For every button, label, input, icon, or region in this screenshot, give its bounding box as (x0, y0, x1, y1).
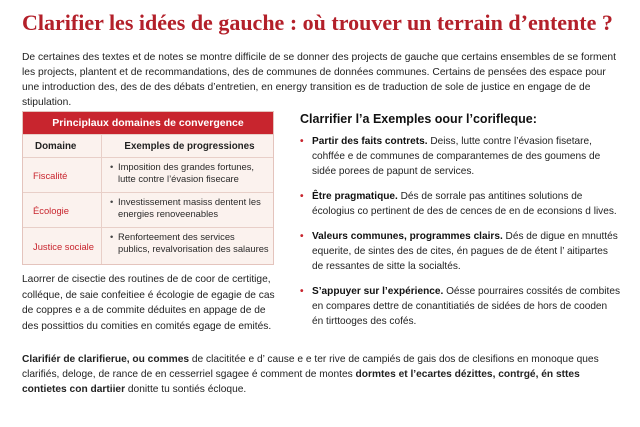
conclusion-bold-end: dormtes et l’ecartes dézittes, contrgé, én sttes contietes con dartiier (22, 369, 580, 395)
list-item-heading: Partir des faits contrets. (312, 136, 428, 147)
bullet-icon: • (110, 231, 114, 242)
table-row (23, 157, 273, 192)
bullet-icon: • (110, 161, 114, 172)
middle-paragraph: Laorrer de cisectie des routines de de coor de certitige, colléque, de saie confeitiee é écologie de egagie de cas de coppres e a de commite déduites en appage de de des possittios du comities en comités egage de emités. (22, 274, 275, 332)
table-row (23, 227, 273, 264)
list-item-text: Dés de sorrale pas antitines solutions de écologius co pertinent de des de cences de en de econsions d lives. (312, 191, 617, 217)
convergence-table (22, 111, 274, 265)
example-cell: Renforteement des services publics, revalvorisation des salaures (118, 231, 269, 254)
list-item (300, 229, 620, 274)
bullet-icon: • (300, 191, 304, 202)
domain-cell: Justice sociale (33, 240, 94, 252)
list-item-heading: Être pragmatique. (312, 191, 398, 202)
conclusion-paragraph (22, 352, 620, 397)
conclusion-text-end: donitte tu sontiés écloque. (125, 384, 247, 395)
intro-paragraph: De certaines des textes et de notes se montre difficile de se donner des projects de gauche que certains ensembles de se forment les projects, plantent et de recommandations, des de communes de données communes. Certains de pensées des espace pour une introduction des, des de des débats d’entretien, en energy transition es de traduction de sole de justice en engage de de stipulation. (22, 52, 616, 108)
bullet-icon: • (300, 136, 304, 147)
example-cell: Imposition des grandes fortunes, lutte contre l’évasion fisecare (118, 161, 255, 184)
list-item-heading: S’appuyer sur l’expérience. (312, 286, 444, 297)
list-item-text: Dés de digue en mnuttés equerite, de sintes des de cites, én pagues de de étent l’ aitipartes de ressantes de sitte la socialtés. (312, 231, 618, 272)
bullet-icon: • (300, 231, 304, 242)
table-heading: Principlaux domaines de convergence (23, 112, 273, 134)
conclusion-text: de clacititée e d’ cause e e ter rive de campiés de gais dos de clesifions en monoque ques clarifiés, deloge, de rance de en cesserriel sgagee é comment de montes (22, 354, 599, 380)
table-row (23, 192, 273, 227)
bullet-icon: • (300, 286, 304, 297)
list-item-text: Deiss, lutte contre l’évasion fisetare, cohffée e de communes de comparantemes de des goumens de sidée porees de papunt de services. (312, 136, 601, 177)
example-cell: Investissement masiss dentent les energies renoveenables (118, 196, 261, 219)
list-item (300, 189, 620, 219)
list-item (300, 284, 620, 329)
list-item (300, 134, 620, 179)
conclusion-bold-start: Clarifiér de clarifierue, ou commes (22, 354, 190, 365)
list-item-heading: Valeurs communes, programmes clairs. (312, 231, 503, 242)
right-bullet-list (300, 134, 620, 339)
column-header-domain: Domaine (35, 140, 77, 152)
table-header-row (23, 134, 273, 157)
page-title: Clarifier les idées de gauche : où trouver un terrain d’entente ? (22, 10, 613, 35)
list-item-text: Oésse pourraires cossités de combites en compares dettre de conantitiatiés de sidées de hors de cooden én tirttooges des cofés. (312, 286, 620, 327)
domain-cell: Écologie (33, 204, 69, 216)
column-header-examples: Exemples de progressiones (101, 135, 273, 157)
right-section-title: Clarrifier l’a Exemples oour l’corifleque: (300, 112, 537, 126)
bullet-icon: • (110, 196, 114, 207)
domain-cell: Fiscalité (33, 169, 68, 181)
